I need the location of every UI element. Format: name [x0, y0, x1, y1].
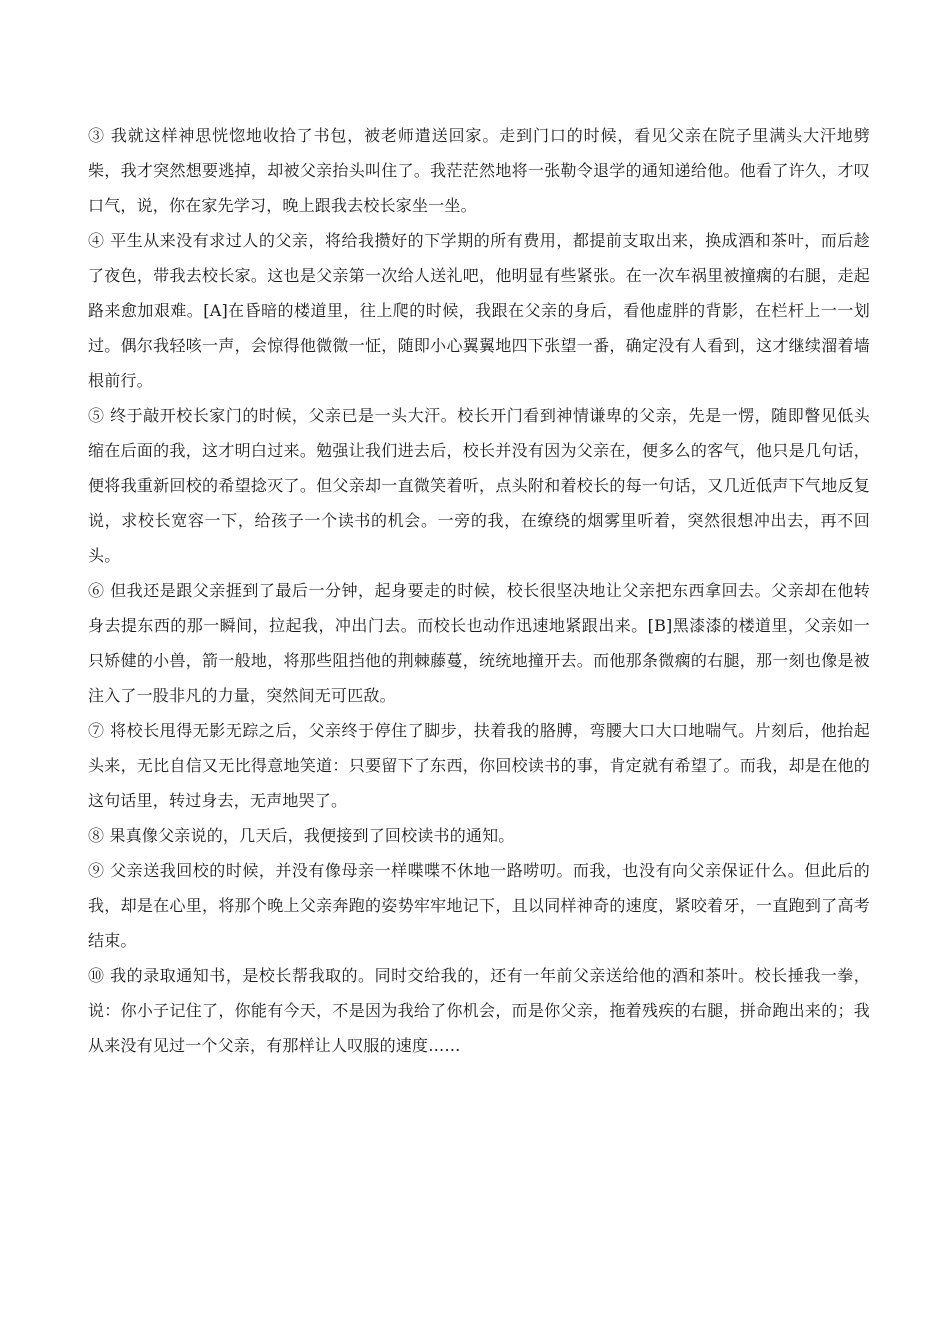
paragraph-number: ④: [88, 231, 105, 250]
paragraph-number: ⑨: [88, 861, 105, 880]
paragraph-10: [88, 958, 870, 1063]
paragraph-number: ⑦: [88, 721, 105, 740]
paragraph-3: [88, 118, 870, 223]
paragraph-number: ⑥: [88, 581, 105, 600]
paragraph-text: 我就这样神思恍惚地收拾了书包，被老师遣送回家。走到门口的时候，看见父亲在院子里满头大汗地劈柴，我才突然想要逃掉，却被父亲抬头叫住了。我茫茫然地将一张勒令退学的通知递给他。他看了许久，才叹口气，说，你在家先学习，晚上跟我去校长家坐一坐。: [88, 126, 870, 215]
paragraph-text: 终于敲开校长家门的时候，父亲已是一头大汗。校长开门看到神情谦卑的父亲，先是一愣，随即瞥见低头缩在后面的我，这才明白过来。勉强让我们进去后，校长并没有因为父亲在，便多么的客气，他只是几句话，便将我重新回校的希望捻灭了。但父亲却一直微笑着听，点头附和着校长的每一句话，又几近低声下气地反复说，求校长宽容一下，给孩子一个读书的机会。一旁的我，在缭绕的烟雾里听着，突然很想冲出去，再不回头。: [88, 406, 871, 565]
paragraph-text: 将校长甩得无影无踪之后，父亲终于停住了脚步，扶着我的胳膊，弯腰大口大口地喘气。片刻后，他抬起头来，无比自信又无比得意地笑道：只要留下了东西，你回校读书的事，肯定就有希望了。而我，却是在他的这句话里，转过身去，无声地哭了。: [88, 721, 871, 810]
paragraph-8: [88, 818, 870, 853]
paragraph-number: ③: [88, 126, 105, 145]
paragraph-4: [88, 223, 870, 398]
paragraph-number: ⑤: [88, 406, 105, 425]
paragraph-text: 我的录取通知书，是校长帮我取的。同时交给我的，还有一年前父亲送给他的酒和茶叶。校长捶我一拳，说：你小子记住了，你能有今天，不是因为我给了你机会，而是你父亲，拖着残疾的右腿，拼命跑出来的；我从来没有见过一个父亲，有那样让人叹服的速度……: [88, 966, 871, 1055]
paragraph-7: [88, 713, 870, 818]
paragraph-number: ⑩: [88, 966, 105, 985]
paragraph-number: ⑧: [88, 826, 105, 845]
paragraph-text: 父亲送我回校的时候，并没有像母亲一样喋喋不休地一路唠叨。而我，也没有向父亲保证什么。但此后的我，却是在心里，将那个晚上父亲奔跑的姿势牢牢地记下，且以同样神奇的速度，紧咬着牙，一直跑到了高考结束。: [88, 861, 871, 950]
paragraph-text: 果真像父亲说的，几天后，我便接到了回校读书的通知。: [109, 826, 515, 845]
paragraph-text: 但我还是跟父亲捱到了最后一分钟，起身要走的时候，校长很坚决地让父亲把东西拿回去。父亲却在他转身去提东西的那一瞬间，拉起我，冲出门去。而校长也动作迅速地紧跟出来。[B]黑漆漆的楼道里，父亲如一只矫健的小兽，箭一般地，将那些阻挡他的荆棘藤蔓，统统地撞开去。而他那条微瘸的右腿，那一刻也像是被注入了一股非凡的力量，突然间无可匹敌。: [88, 581, 871, 705]
paragraph-6: [88, 573, 870, 713]
paragraph-text: 平生从来没有求过人的父亲，将给我攒好的下学期的所有费用，都提前支取出来，换成酒和茶叶，而后趁了夜色，带我去校长家。这也是父亲第一次给人送礼吧，他明显有些紧张。在一次车祸里被撞瘸的右腿，走起路来愈加艰难。[A]在昏暗的楼道里，往上爬的时候，我跟在父亲的身后，看他虚胖的背影，在栏杆上一一划过。偶尔我轻咳一声，会惊得他微微一怔，随即小心翼翼地四下张望一番，确定没有人看到，这才继续溜着墙根前行。: [88, 231, 871, 390]
paragraph-5: [88, 398, 870, 573]
document-body: [88, 118, 870, 1063]
paragraph-9: [88, 853, 870, 958]
